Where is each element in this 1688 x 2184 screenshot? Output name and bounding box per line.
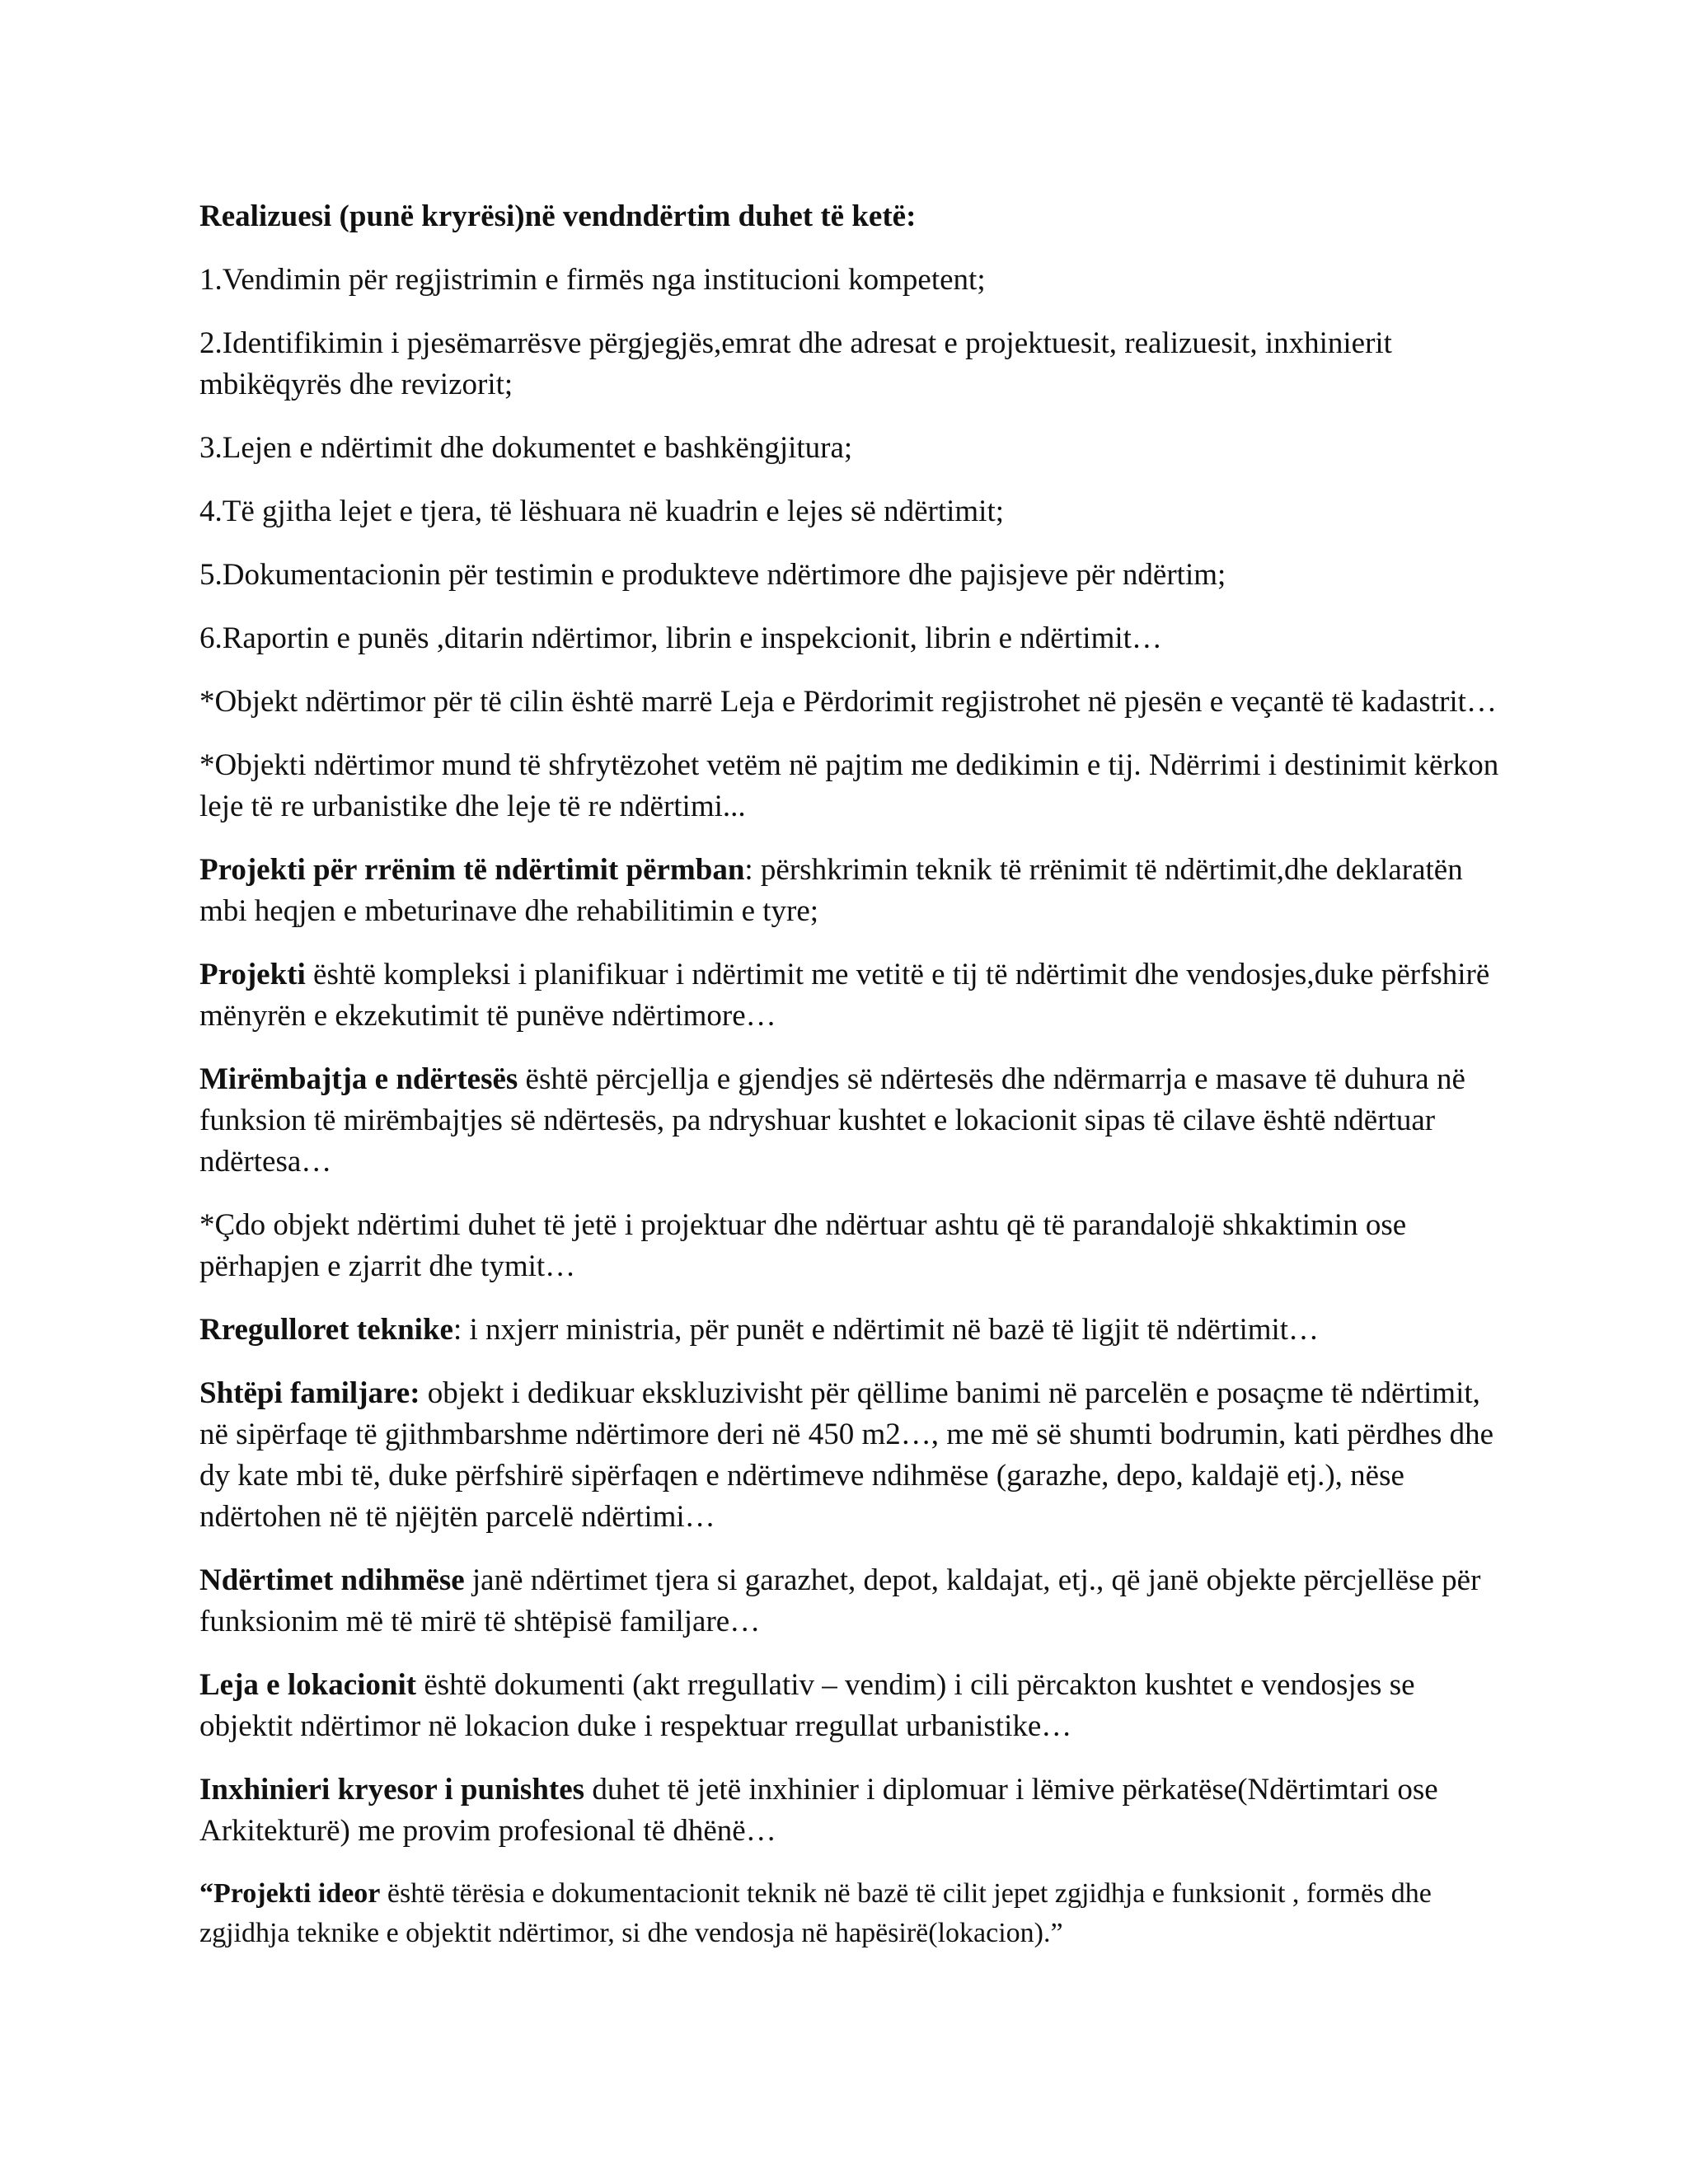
definition-term: Rregulloret teknike xyxy=(199,1313,453,1347)
definition-term: Leja e lokacionit xyxy=(199,1668,417,1702)
definition-term: Projekti xyxy=(199,958,306,991)
definition-maintenance xyxy=(199,1059,1502,1183)
note-usage: *Objekti ndërtimor mund të shfrytëzohet vetëm në pajtim me dedikimin e tij. Ndërrimi i destinimit kërkon leje të re urbanistike dhe leje të re ndërtimi... xyxy=(199,748,1499,823)
note-cadastre: *Objekt ndërtimor për të cilin është marrë Leja e Përdorimit regjistrohet në pjesën e veçantë të kadastrit… xyxy=(199,685,1497,719)
definition-idea-project xyxy=(199,1874,1502,1953)
definition-text: duhet të jetë inxhinier i diplomuar i lëmive përkatëse(Ndërtimtari ose Arkitekturë) me provim profesional të dhënë… xyxy=(199,1773,1438,1848)
definition-term: “Projekti ideor xyxy=(199,1878,381,1909)
list-item-4: 4.Të gjitha lejet e tjera, të lëshuara në kuadrin e lejes së ndërtimit; xyxy=(199,494,1005,528)
definition-location-permit xyxy=(199,1665,1502,1747)
note-fire: *Çdo objekt ndërtimi duhet të jetë i projektuar dhe ndërtuar ashtu që të parandalojë shkaktimin ose përhapjen e zjarrit dhe tymit… xyxy=(199,1208,1407,1283)
list-item-2: 2.Identifikimin i pjesëmarrësve përgjegjës,emrat dhe adresat e projektuesit, realizuesit, inxhinierit mbikëqyrës dhe revizorit; xyxy=(199,326,1392,401)
definition-text: janë ndërtimet tjera si garazhet, depot, kaldajat, etj., që janë objekte përcjellëse për funksionim më të mirë të shtëpisë familjare… xyxy=(199,1563,1481,1638)
definition-auxiliary-buildings xyxy=(199,1560,1502,1643)
list-item-6: 6.Raportin e punës ,ditarin ndërtimor, librin e inspekcionit, librin e ndërtimit… xyxy=(199,621,1162,655)
definition-text: është kompleksi i planifikuar i ndërtimit me vetitë e tij të ndërtimit dhe vendosjes,duke përfshirë mënyrën e ekzekutimit të punëve ndërtimore… xyxy=(199,958,1490,1033)
definition-text: : përshkrimin teknik të rrënimit të ndërtimit,dhe deklaratën mbi heqjen e mbeturinave dhe rehabilitimin e tyre; xyxy=(199,853,1463,928)
definition-term: Projekti për rrënim të ndërtimit përmban xyxy=(199,853,745,887)
definition-text: objekt i dedikuar ekskluzivisht për qëllime banimi në parcelën e posaçme të ndërtimit, në sipërfaqe të gjithmbarshme ndërtimore deri në 450 m2…, me më së shumti bodrumin, kati përdhes dhe dy kate mbi të, duke përfshirë sipërfaqen e ndërtimeve ndihmëse (garazhe, depo, kaldajë etj.), nëse ndërtohen në të njëjtën parcelë ndërtimi… xyxy=(199,1376,1494,1534)
definition-term: Ndërtimet ndihmëse xyxy=(199,1563,465,1597)
list-item-1: 1.Vendimin për regjistrimin e firmës nga institucioni kompetent; xyxy=(199,263,986,297)
definition-term: Inxhinieri kryesor i punishtes xyxy=(199,1773,585,1807)
document-heading: Realizuesi (punë kryrësi)në vendndërtim duhet të ketë: xyxy=(199,199,917,233)
document-body xyxy=(199,196,1502,1975)
definition-term: Mirëmbajtja e ndërtesës xyxy=(199,1062,518,1096)
definition-text: është dokumenti (akt rregullativ – vendim) i cili përcakton kushtet e vendosjes se objektit ndërtimor në lokacion duke i respektuar rregullat urbanistike… xyxy=(199,1668,1415,1743)
definition-text: është tërësia e dokumentacionit teknik në bazë të cilit jepet zgjidhja e funksionit , formës dhe zgjidhja teknike e objektit ndërtimor, si dhe vendosja në hapësirë(lokacion).” xyxy=(199,1878,1432,1948)
list-item-3: 3.Lejen e ndërtimit dhe dokumentet e bashkëngjitura; xyxy=(199,431,853,465)
definition-project xyxy=(199,954,1502,1037)
definition-technical-regulations xyxy=(199,1310,1502,1351)
definition-demolition-project xyxy=(199,850,1502,932)
definition-text: është përcjellja e gjendjes së ndërtesës dhe ndërmarrja e masave të duhura në funksion të mirëmbajtjes së ndërtesës, pa ndryshuar kushtet e lokacionit sipas të cilave është ndërtuar ndërtesa… xyxy=(199,1062,1465,1179)
definition-chief-engineer xyxy=(199,1769,1502,1852)
definition-term: Shtëpi familjare: xyxy=(199,1376,420,1410)
definition-text: : i nxjerr ministria, për punët e ndërtimit në bazë të ligjit të ndërtimit… xyxy=(452,1313,1320,1347)
definition-family-house xyxy=(199,1373,1502,1538)
list-item-5: 5.Dokumentacionin për testimin e produkteve ndërtimore dhe pajisjeve për ndërtim; xyxy=(199,558,1226,592)
